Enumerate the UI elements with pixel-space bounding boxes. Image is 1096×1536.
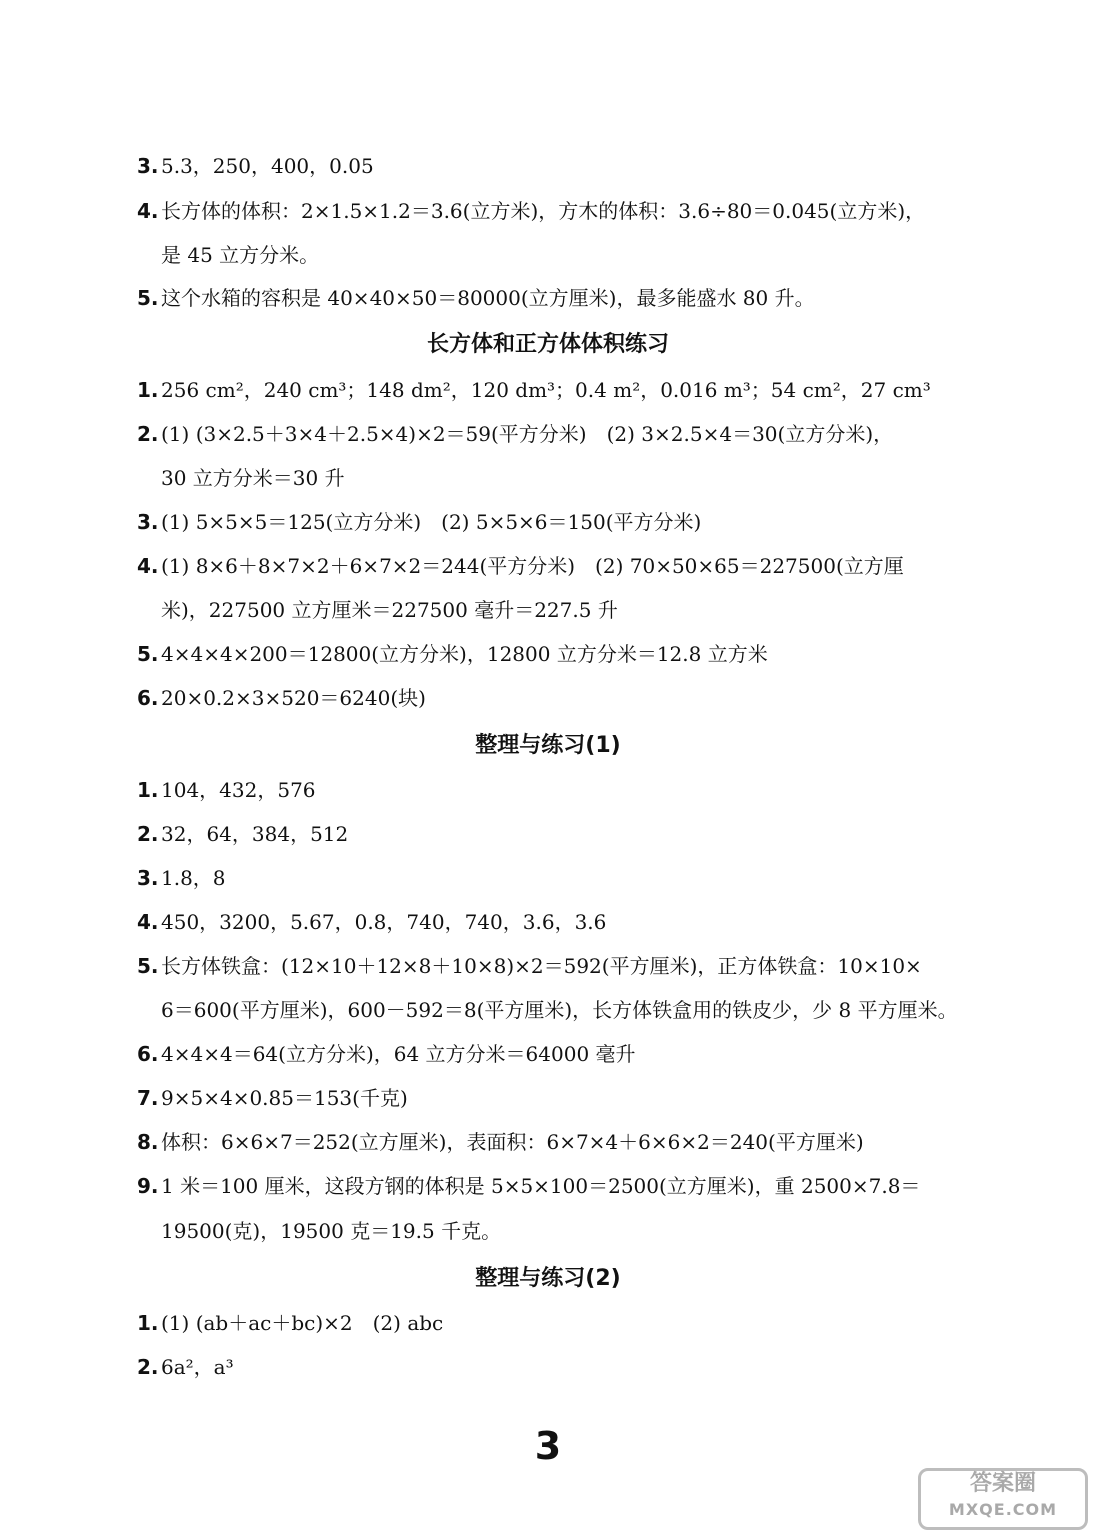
item-5: 5. 长方体铁盒：(12×10＋12×8＋10×8)×2＝592(平方厘米)，正方体铁盒：10×10× [137,954,922,978]
item-4: 4. 长方体的体积：2×1.5×1.2＝3.6(立方米)，方木的体积：3.6÷80＝0.045(立方米)， [137,199,926,223]
item-1: 1. (1) (ab＋ac＋bc)×2 (2) abc [137,1311,444,1335]
item-4-continued: 米)，227500 立方厘米＝227500 毫升＝227.5 升 [161,598,618,622]
item-8: 8. 体积：6×6×7＝252(立方厘米)，表面积：6×7×4＋6×6×2＝240(平方厘米) [137,1130,864,1154]
section-title-review-2: 整理与练习(2) [475,1266,621,1291]
item-5: 5. 这个水箱的容积是 40×40×50＝80000(立方厘米)，最多能盛水 80 升。 [137,286,815,310]
item-1: 1. 256 cm²，240 cm³；148 dm²，120 dm³；0.4 m²，0.016 m³；54 cm²，27 cm³ [137,378,931,402]
item-7: 7. 9×5×4×0.85＝153(千克) [137,1086,408,1110]
item-3: 3. (1) 5×5×5＝125(立方分米) (2) 5×5×6＝150(平方分米) [137,510,702,534]
item-5: 5. 4×4×4×200＝12800(立方分米)，12800 立方分米＝12.8 立方米 [137,642,768,666]
item-2: 2. 6a²，a³ [137,1355,234,1379]
watermark-url: MXQE.COM [948,1500,1058,1519]
item-4: 4. (1) 8×6＋8×7×2＋6×7×2＝244(平方分米) (2) 70×50×65＝227500(立方厘 [137,554,904,578]
page-number: 3 [534,1424,562,1468]
item-3: 3. 5.3，250，400，0.05 [137,154,374,178]
watermark-title: 答案圈 [969,1471,1036,1496]
item-6: 6. 4×4×4＝64(立方分米)，64 立方分米＝64000 毫升 [137,1042,636,1066]
item-3: 3. 1.8，8 [137,866,226,890]
item-9: 9. 1 米＝100 厘米，这段方钢的体积是 5×5×100＝2500(立方厘米)，重 2500×7.8＝ [137,1174,921,1198]
section-title-review-1: 整理与练习(1) [475,733,621,758]
item-4: 4. 450，3200，5.67，0.8，740，740，3.6，3.6 [137,910,607,934]
item-5-continued: 6＝600(平方厘米)，600－592＝8(平方厘米)，长方体铁盒用的铁皮少，少 8 平方厘米。 [161,998,958,1022]
item-6: 6. 20×0.2×3×520＝6240(块) [137,686,426,710]
item-9-continued: 19500(克)，19500 克＝19.5 千克。 [161,1219,502,1243]
item-1: 1. 104，432，576 [137,778,316,802]
section-title-volume: 长方体和正方体体积练习 [426,332,669,357]
item-4-continued: 是 45 立方分米。 [161,243,320,267]
watermark-logo [918,1468,1088,1530]
item-2-continued: 30 立方分米＝30 升 [161,466,345,490]
item-2: 2. 32，64，384，512 [137,822,349,846]
item-2: 2. (1) (3×2.5＋3×4＋2.5×4)×2＝59(平方分米) (2) 3×2.5×4＝30(立方分米)， [137,422,894,446]
